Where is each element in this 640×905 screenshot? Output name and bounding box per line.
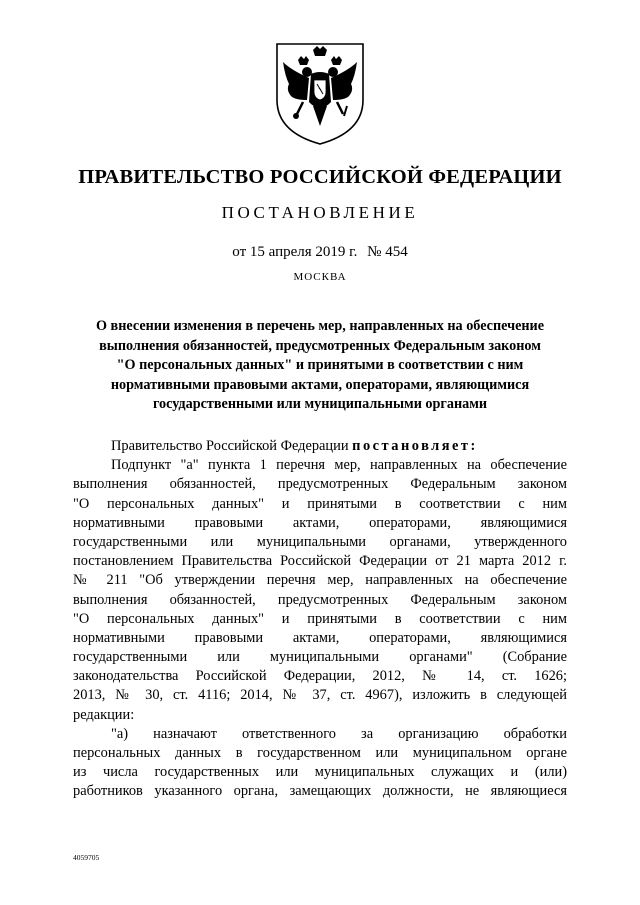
document-number: 454 — [385, 244, 408, 260]
body-line: нормативными правовыми актами, операторами, являющимися — [73, 514, 567, 531]
document-date: от 15 апреля 2019 г. — [232, 244, 358, 260]
intro-text: Правительство Российской Федерации — [111, 438, 349, 454]
intro-spaced-verb: постановляет: — [352, 438, 478, 454]
number-sign: № — [367, 244, 382, 260]
body-line: № 211 "Об утверждении перечня мер, направленных на обеспечение — [73, 572, 567, 589]
body-line: нормативными правовыми актами, операторами, являющимися — [73, 629, 567, 646]
body-line: государственными или муниципальными органами" (Собрание — [73, 649, 567, 666]
coat-of-arms-emblem — [273, 40, 367, 148]
body-line: персональных данных в государственном или муниципальном органе — [73, 745, 567, 761]
body-line: постановлением Правительства Российской Федерации от 21 марта 2012 г. — [73, 553, 567, 570]
body-line: Подпункт "а" пункта 1 перечня мер, направленных на обеспечение — [111, 457, 567, 474]
body-line: государственными или муниципальными органами, утвержденного — [73, 533, 567, 550]
body-line: из числа государственных или муниципальных служащих и (или) — [73, 764, 567, 781]
document-type: ПОСТАНОВЛЕНИЕ — [221, 203, 419, 222]
body-line: "а) назначают ответственного за организацию обработки — [111, 725, 567, 742]
body-line: редакции: — [73, 706, 135, 723]
title-line: О внесении изменения в перечень мер, направленных на обеспечение — [95, 318, 545, 334]
body-line: выполнения обязанностей, предусмотренных Федеральным законом — [73, 476, 567, 493]
body-line: "О персональных данных" и принятыми в соответствии с ним — [73, 610, 567, 627]
document-title — [70, 317, 570, 415]
body-line: законодательства Российской Федерации, 2012, № 14, ст. 1626; — [73, 668, 567, 685]
body-line: 2013, № 30, ст. 4116; 2014, № 37, ст. 4967), изложить в следующей — [73, 687, 567, 704]
document-code: 4059705 — [73, 853, 100, 862]
title-line: нормативными правовыми актами, операторами, являющимися — [110, 376, 530, 393]
date-and-number — [0, 244, 640, 261]
document-body — [73, 437, 567, 802]
title-line: государственными или муниципальными органами — [152, 396, 488, 412]
city-name: МОСКВА — [293, 271, 347, 283]
title-line: выполнения обязанностей, предусмотренных Федеральным законом — [99, 337, 541, 354]
body-line: "О персональных данных" и принятыми в соответствии с ним — [73, 495, 567, 512]
government-title: ПРАВИТЕЛЬСТВО РОССИЙСКОЙ ФЕДЕРАЦИИ — [78, 166, 562, 188]
body-line: работников указанного органа, замещающих должности, не являющиеся — [73, 783, 567, 800]
intro-line — [73, 437, 567, 456]
title-line: "О персональных данных" и принятыми в соответствии с ним — [116, 357, 524, 373]
body-line: выполнения обязанностей, предусмотренных Федеральным законом — [73, 591, 567, 608]
